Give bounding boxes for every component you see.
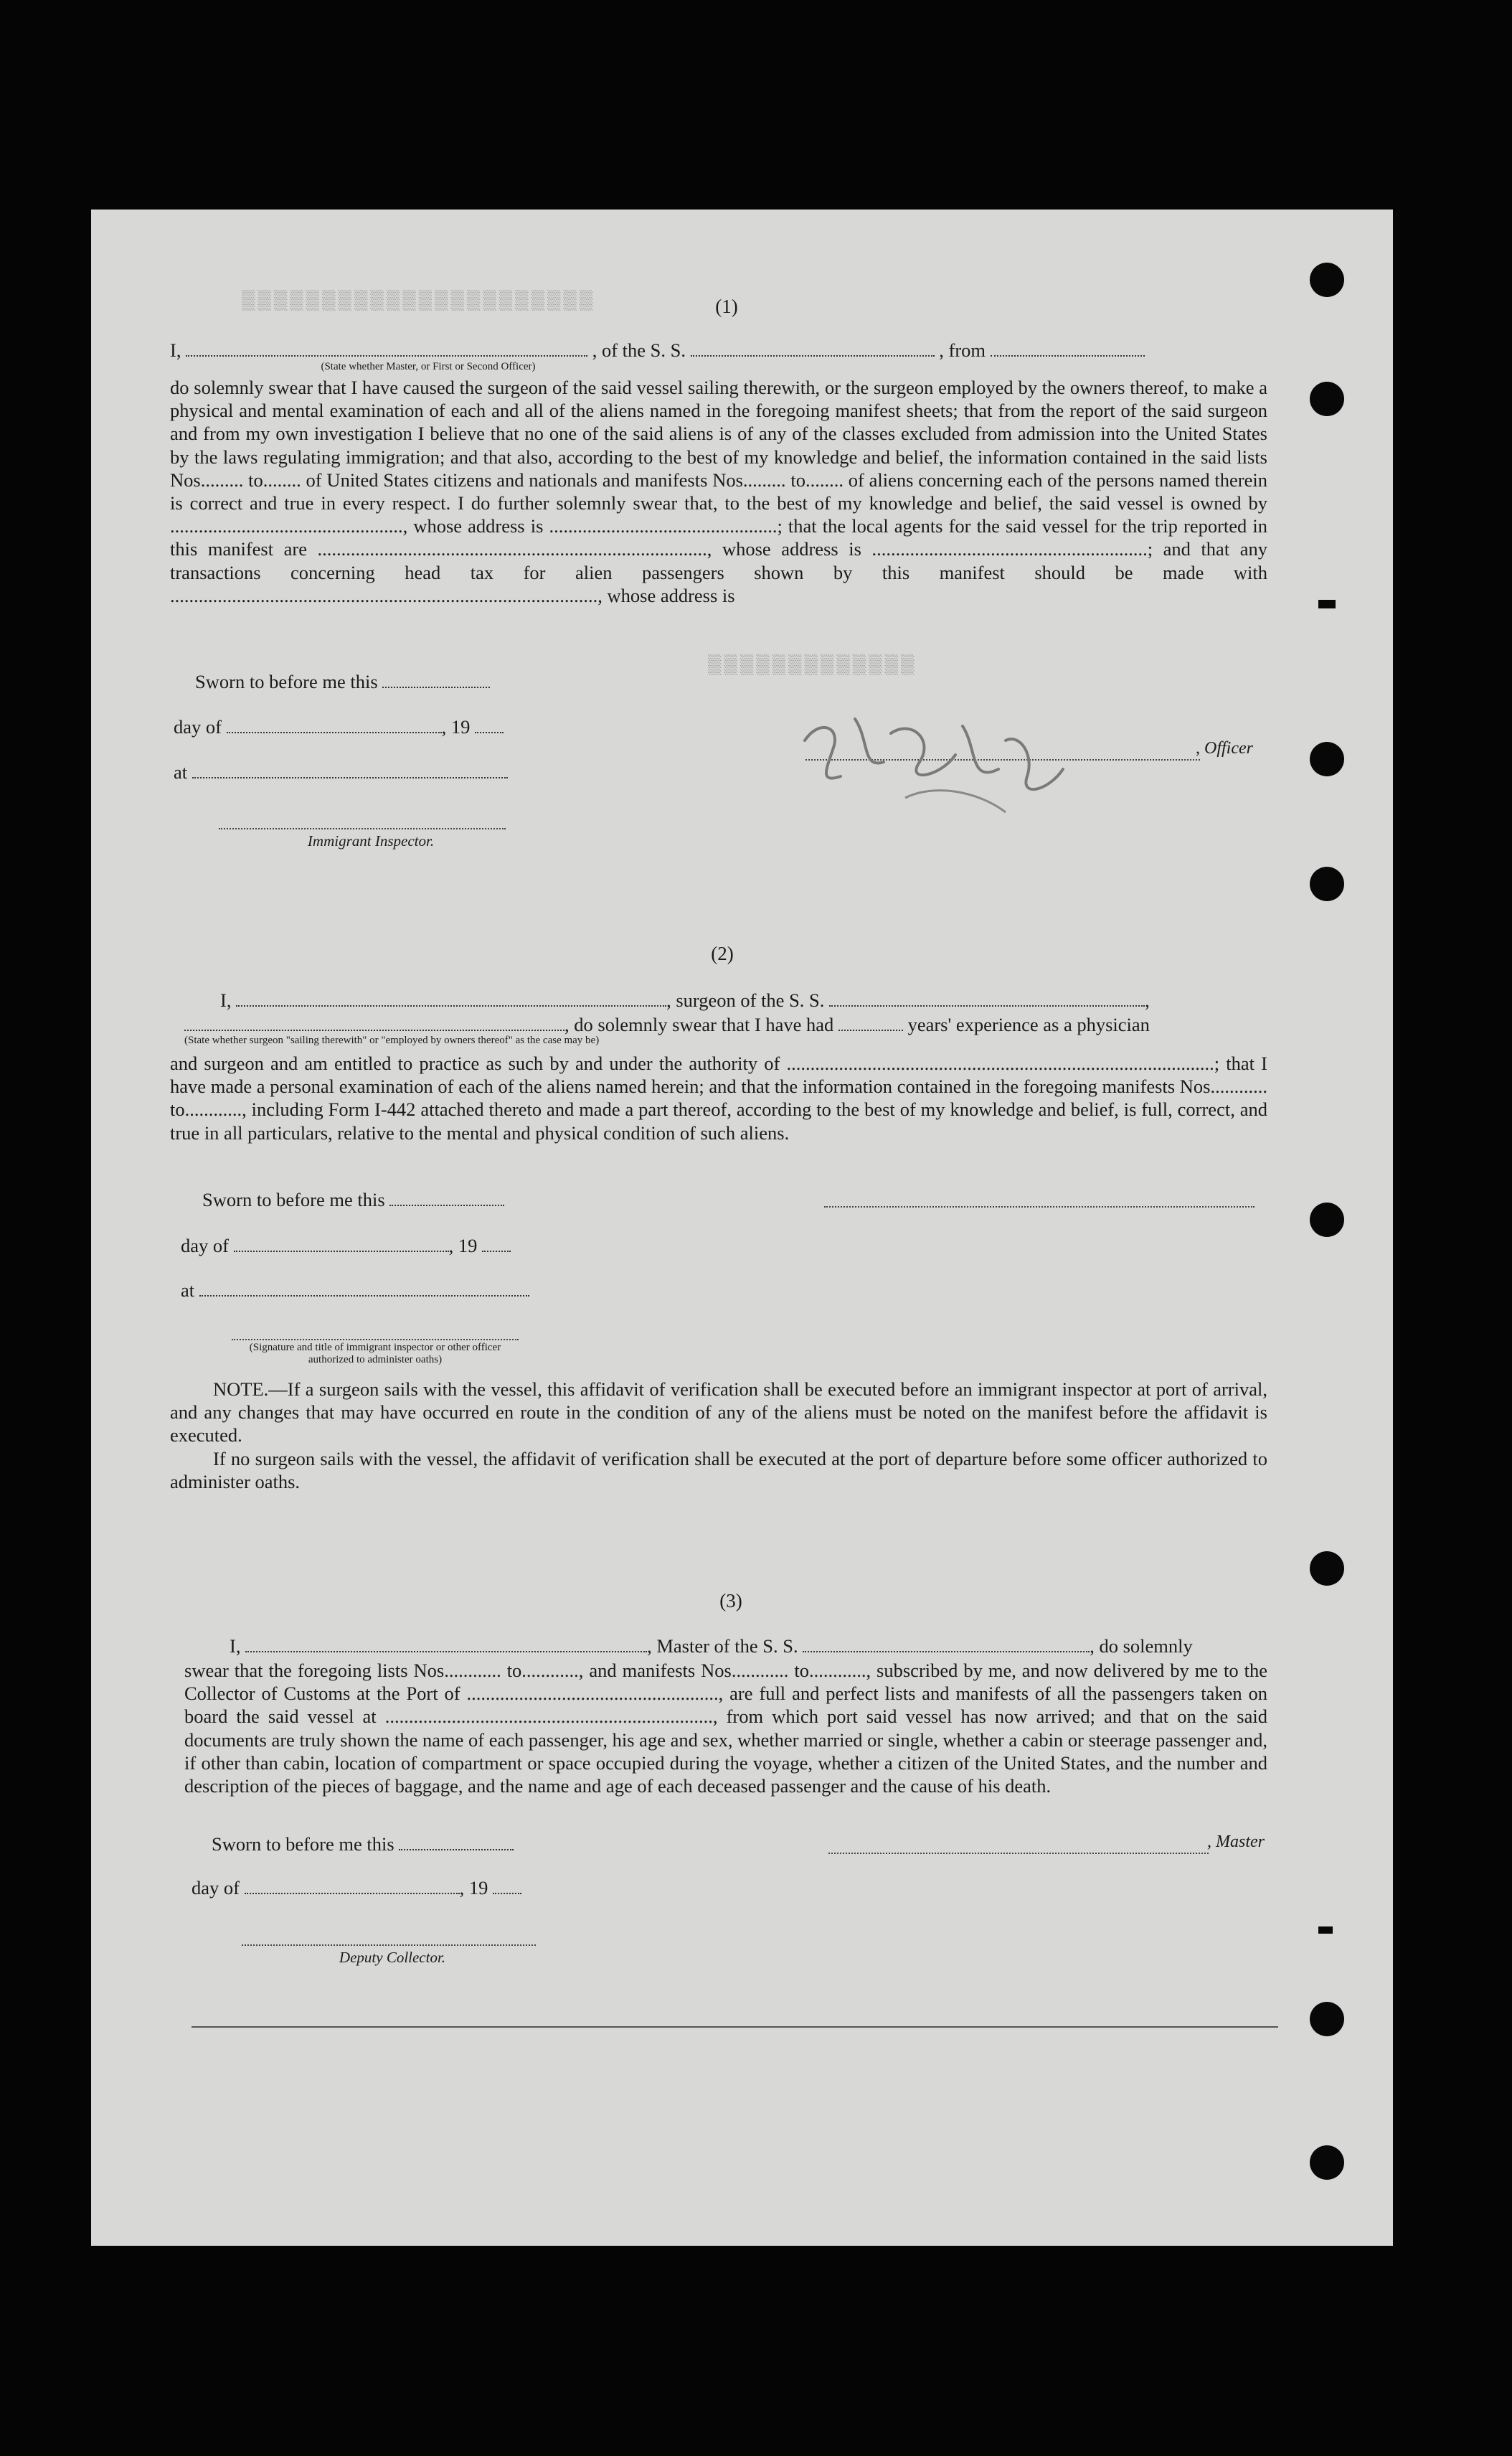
- year-label: , 19: [459, 1877, 488, 1899]
- officer-name-field[interactable]: [186, 352, 587, 357]
- at-line-2: [181, 1279, 529, 1302]
- day-label: day of: [192, 1877, 240, 1899]
- day-field[interactable]: [227, 729, 442, 733]
- officer-role-caption: (State whether Master, or First or Second Officer): [321, 361, 536, 372]
- section-1-oath: [170, 376, 1267, 607]
- sworn-line-1: [195, 670, 490, 693]
- surgeon-name-field[interactable]: [236, 1002, 666, 1007]
- sworn-date-field[interactable]: [382, 684, 490, 688]
- sworn-label: Sworn to before me this: [202, 1189, 385, 1210]
- day-line-3: [192, 1876, 521, 1899]
- section-3-first-line: [230, 1634, 1193, 1657]
- surgeon-ss-label: , surgeon of the S. S.: [666, 989, 825, 1011]
- handwritten-signature: [790, 676, 1092, 827]
- year-field[interactable]: [482, 1248, 511, 1252]
- swear-label: , do solemnly swear that I have had: [564, 1014, 834, 1035]
- section-2-second-line: [184, 1013, 1150, 1036]
- punch-hole: [1310, 382, 1344, 416]
- margin-mark: [1318, 1926, 1333, 1934]
- bottom-rule: [192, 2026, 1278, 2028]
- punch-hole: [1310, 263, 1344, 297]
- at-line-1: [174, 761, 508, 784]
- surgeon-status-caption: (State whether surgeon "sailing therewith" or "employed by owners thereof" as the case may be): [184, 1035, 600, 1046]
- day-line-1: [174, 715, 504, 738]
- at-place-field[interactable]: [192, 774, 508, 778]
- surgeon-signature-line[interactable]: [824, 1206, 1255, 1208]
- year-field[interactable]: [493, 1890, 521, 1894]
- bleed-through-header: ▒▒▒▒▒▒▒▒▒▒▒▒▒▒▒▒▒▒▒▒▒▒: [242, 291, 596, 311]
- master-signature-line[interactable]: [828, 1853, 1209, 1854]
- section-2-notes: [170, 1378, 1267, 1493]
- section-3-oath: [184, 1659, 1267, 1797]
- section-2-first-line: [220, 989, 1150, 1012]
- punch-hole: [1310, 2145, 1344, 2180]
- deputy-collector-signature-line[interactable]: [242, 1944, 536, 1946]
- sworn-date-field[interactable]: [399, 1846, 514, 1850]
- section-2-number: (2): [711, 943, 734, 964]
- line-start: I,: [220, 989, 232, 1011]
- signature-title-caption: (Signature and title of immigrant inspector or other officer authorized to administer oaths): [249, 1342, 501, 1365]
- line-start: I,: [170, 339, 181, 361]
- sworn-label: Sworn to before me this: [212, 1833, 394, 1855]
- administering-officer-signature-line[interactable]: [232, 1339, 519, 1340]
- punch-hole: [1310, 1551, 1344, 1586]
- from-port-field[interactable]: [991, 352, 1145, 357]
- at-label: at: [174, 761, 188, 783]
- section-3-number: (3): [719, 1590, 742, 1612]
- day-field[interactable]: [245, 1890, 460, 1894]
- from-label: , from: [939, 339, 986, 361]
- sworn-line-3: [212, 1832, 514, 1855]
- sworn-line-2: [202, 1188, 504, 1211]
- note-surgeon-sails: NOTE.—If a surgeon sails with the vessel, this affidavit of verification shall be executed before an immigrant inspector at port of arrival, and any changes that may have occurred en route in the condition of any of the aliens must be noted on the manifest before the affidavit is executed.: [170, 1378, 1267, 1446]
- section-3-paragraph: swear that the foregoing lists Nos............ to............, and manifests Nos............ to............, subscribed by me, and now delivered by me to the Collector of Customs at the Port of ....................................................., are full and perfect lists and manifests of all the passengers taken on board the said vessel at ....................................................................., from which port said vessel has now arrived; and that on the said documents are truly shown the name of each passenger, his age and sex, whether married or single, whether a cabin or steerage passenger and, if other than cabin, location of compartment or space occupied during the voyage, whether a citizen of the United States, and the number and description of the pieces of baggage, and the name and age of each deceased passenger and the cause of his death.: [184, 1660, 1267, 1797]
- inspector-signature-line[interactable]: [219, 828, 506, 829]
- day-line-2: [181, 1234, 511, 1257]
- section-1-first-line: [170, 339, 1267, 362]
- deputy-collector-label: Deputy Collector.: [339, 1949, 446, 1966]
- officer-label: , Officer: [1196, 739, 1253, 758]
- line-start: I,: [230, 1635, 241, 1657]
- sworn-date-field[interactable]: [389, 1202, 504, 1206]
- bleed-through-middle: ▒▒▒▒▒▒▒▒▒▒▒▒▒: [708, 655, 917, 676]
- vessel-name-field[interactable]: [691, 352, 935, 357]
- sworn-label: Sworn to before me this: [195, 671, 378, 692]
- at-place-field[interactable]: [199, 1292, 529, 1297]
- punch-hole: [1310, 742, 1344, 776]
- form-sheet: [91, 210, 1393, 2246]
- year-field[interactable]: [475, 729, 504, 733]
- punch-hole: [1310, 2002, 1344, 2036]
- ss-label: , of the S. S.: [592, 339, 686, 361]
- section-1-number: (1): [715, 296, 738, 317]
- at-label: at: [181, 1279, 195, 1301]
- surgeon-status-field[interactable]: [184, 1027, 564, 1031]
- day-field[interactable]: [234, 1248, 449, 1252]
- master-vessel-field[interactable]: [803, 1648, 1090, 1652]
- year-label: , 19: [448, 1235, 478, 1256]
- immigrant-inspector-label: Immigrant Inspector.: [307, 832, 435, 850]
- master-label: , Master: [1207, 1832, 1265, 1851]
- years-field[interactable]: [838, 1027, 903, 1031]
- section-2-oath: [170, 1052, 1267, 1144]
- day-label: day of: [181, 1235, 229, 1256]
- year-label: , 19: [441, 716, 471, 738]
- section-1-paragraph: do solemnly swear that I have caused the surgeon of the said vessel sailing therewith, or the surgeon employed by the owners thereof, to make a physical and mental examination of each and all of the aliens named in the foregoing manifest sheets; that from the report of the said surgeon and from my own investigation I believe that no one of the said aliens is of any of the classes excluded from admission into the United States by the laws regulating immigration; and that also, according to the best of my knowledge and belief, the information contained in the said lists Nos......... to........ of United States citizens and nationals and manifests Nos......... to........ of aliens concerning each of the persons named therein is correct and true in every respect. I do further solemnly swear that, to the best of my knowledge and belief, the said vessel is owned by ................................................., whose address is ................................................; that the local agents for the said vessel for the trip reported in this manifest are .................................................................................., whose address is ..........................................................; and that any transactions concerning head tax for alien passengers shown by this manifest should be made with .........................................................................................., whose address is: [170, 377, 1267, 606]
- master-ss-label: , Master of the S. S.: [647, 1635, 798, 1657]
- punch-hole: [1310, 1203, 1344, 1237]
- surgeon-vessel-field[interactable]: [829, 1002, 1145, 1007]
- margin-mark: [1318, 600, 1336, 608]
- punch-hole: [1310, 867, 1344, 901]
- master-name-field[interactable]: [245, 1648, 647, 1652]
- comma: ,: [1145, 989, 1150, 1011]
- day-label: day of: [174, 716, 222, 738]
- note-no-surgeon: If no surgeon sails with the vessel, the affidavit of verification shall be executed at the port of departure before some officer authorized to administer oaths.: [170, 1447, 1267, 1492]
- solemnly-label: , do solemnly: [1090, 1635, 1193, 1657]
- section-2-paragraph: and surgeon and am entitled to practice as such by and under the authority of ..........................................................................................; that I have made a personal examination of each of the aliens named herein; and that the information contained in the foregoing manifests Nos............ to............, including Form I-442 attached thereto and made a part thereof, according to the best of my knowledge and belief, is full, correct, and true in all particulars, relative to the mental and physical condition of such aliens.: [170, 1053, 1267, 1144]
- experience-label: years' experience as a physician: [907, 1014, 1150, 1035]
